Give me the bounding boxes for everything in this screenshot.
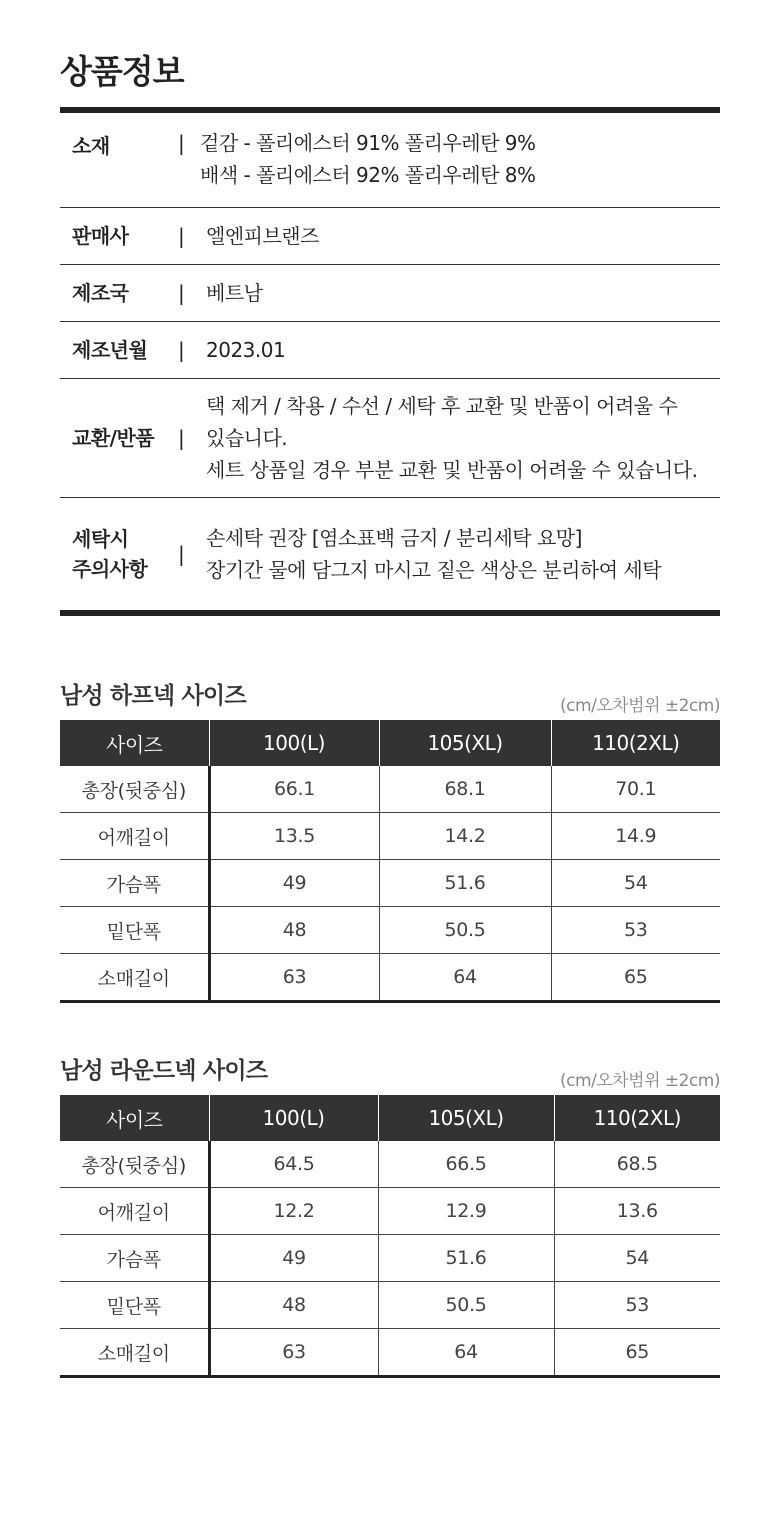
size-table-half-neck [60,720,720,1003]
size-header-cell: 105(XL) [378,1095,554,1141]
measurement-value: 12.2 [209,1188,378,1235]
table-row [60,954,720,1002]
measurement-value: 53 [554,1282,720,1329]
info-separator: | [178,426,185,450]
measurement-label: 소매길이 [60,1329,209,1377]
size-header-cell: 100(L) [209,720,379,766]
measurement-value: 13.6 [554,1188,720,1235]
measurement-value: 70.1 [551,766,720,813]
info-value-line: 겉감 - 폴리에스터 91% 폴리우레탄 9% [200,131,536,155]
measurement-value: 65 [554,1329,720,1377]
measurement-value: 64 [379,954,551,1002]
table-row [60,1329,720,1377]
table-row [60,907,720,954]
measurement-label: 밑단폭 [60,1282,209,1329]
measurement-value: 49 [209,860,379,907]
info-separator: | [178,224,185,248]
table-row [60,1141,720,1188]
info-value-line: 장기간 물에 담그지 마시고 짙은 색상은 분리하여 세탁 [206,558,662,582]
table-row [60,813,720,860]
size-header-cell: 110(2XL) [551,720,720,766]
measurement-value: 51.6 [379,860,551,907]
measurement-label: 총장(뒷중심) [60,766,209,813]
info-label-text: 소재 [72,134,110,158]
measurement-value: 48 [209,907,379,954]
info-separator: | [178,542,185,566]
info-label [60,335,178,365]
measurement-value: 49 [209,1235,378,1282]
info-label-text: 주의사항 [72,557,148,581]
measurement-value: 54 [554,1235,720,1282]
measurement-value: 54 [551,860,720,907]
measurement-value: 63 [209,954,379,1002]
measurement-value: 12.9 [378,1188,554,1235]
measurement-value: 64 [378,1329,554,1377]
measurement-value: 53 [551,907,720,954]
info-label-text: 교환/반품 [72,426,155,450]
measurement-label: 어깨길이 [60,1188,209,1235]
measurement-value: 14.2 [379,813,551,860]
table-row [60,1188,720,1235]
size-header-cell: 105(XL) [379,720,551,766]
page-title: 상품정보 [60,52,184,91]
info-label-text: 제조년월 [72,338,148,362]
info-value-line: 배색 - 폴리에스터 92% 폴리우레탄 8% [200,163,536,187]
measurement-value: 50.5 [379,907,551,954]
info-value-line: 손세탁 권장 [염소표백 금지 / 분리세탁 요망] [206,526,582,550]
info-label [60,113,178,161]
size-table-header [60,668,720,716]
measurement-label: 가슴폭 [60,1235,209,1282]
measurement-value: 63 [209,1329,378,1377]
info-value [200,113,720,191]
size-header-cell: 100(L) [209,1095,378,1141]
info-row-country [60,265,720,322]
size-table-header [60,1043,720,1091]
measurement-value: 13.5 [209,813,379,860]
size-table-title: 남성 하프넥 사이즈 [60,683,246,709]
product-detail-page [60,0,720,1378]
info-value-line: 세트 상품일 경우 부분 교환 및 반품이 어려울 수 있습니다. [206,458,698,482]
measurement-label: 가슴폭 [60,860,209,907]
measurement-value: 66.1 [273,778,316,800]
info-value [206,277,720,309]
measurement-label: 밑단폭 [60,907,209,954]
table-row [60,766,720,813]
table-row [60,1235,720,1282]
measurement-value: 68.5 [554,1141,720,1188]
info-label-text: 세탁시 [72,527,129,551]
measurement-label: 어깨길이 [60,813,209,860]
info-label-text: 제조국 [72,281,129,305]
info-label [60,524,178,584]
size-table-title: 남성 라운드넥 사이즈 [60,1058,268,1084]
measurement-value: 68.1 [379,766,551,813]
measurement-label: 소매길이 [60,954,209,1002]
info-value-line: 엘엔피브랜즈 [206,224,319,248]
size-header-cell: 사이즈 [60,720,209,766]
info-row-washing-caution [60,498,720,610]
measurement-label: 총장(뒷중심) [60,1141,209,1188]
size-table-note: (cm/오차범위 ±2cm) [560,696,720,716]
size-table-note: (cm/오차범위 ±2cm) [560,1071,720,1091]
info-separator: | [178,338,185,362]
info-row-seller [60,208,720,265]
info-label [60,423,178,453]
measurement-value: 64.5 [273,1153,315,1175]
info-value-line: 있습니다. [206,426,288,450]
size-header-cell: 사이즈 [60,1095,209,1141]
size-table-head-row [60,720,720,766]
size-header-cell: 110(2XL) [554,1095,720,1141]
info-value-line: 2023.01 [206,338,286,362]
info-value-line: 택 제거 / 착용 / 수선 / 세탁 후 교환 및 반품이 어려울 수 [206,394,678,418]
measurement-value: 14.9 [551,813,720,860]
size-table-round-neck [60,1095,720,1378]
info-row-manufacture-date [60,322,720,379]
table-row [60,1282,720,1329]
info-value [206,220,720,252]
info-label [60,221,178,251]
info-value-line: 베트남 [206,281,263,305]
measurement-value: 65 [551,954,720,1002]
info-separator: | [178,281,185,305]
info-row-material [60,113,720,208]
info-value [206,390,720,486]
measurement-value: 51.6 [378,1235,554,1282]
info-label [60,278,178,308]
info-row-exchange-return [60,379,720,498]
measurement-value: 50.5 [378,1282,554,1329]
size-table-head-row [60,1095,720,1141]
info-label-text: 판매사 [72,224,129,248]
info-value [206,334,720,366]
measurement-value: 48 [209,1282,378,1329]
product-info-list [60,113,720,610]
measurement-value: 66.5 [378,1141,554,1188]
info-value [206,522,720,586]
info-separator: | [178,131,185,155]
table-row [60,860,720,907]
